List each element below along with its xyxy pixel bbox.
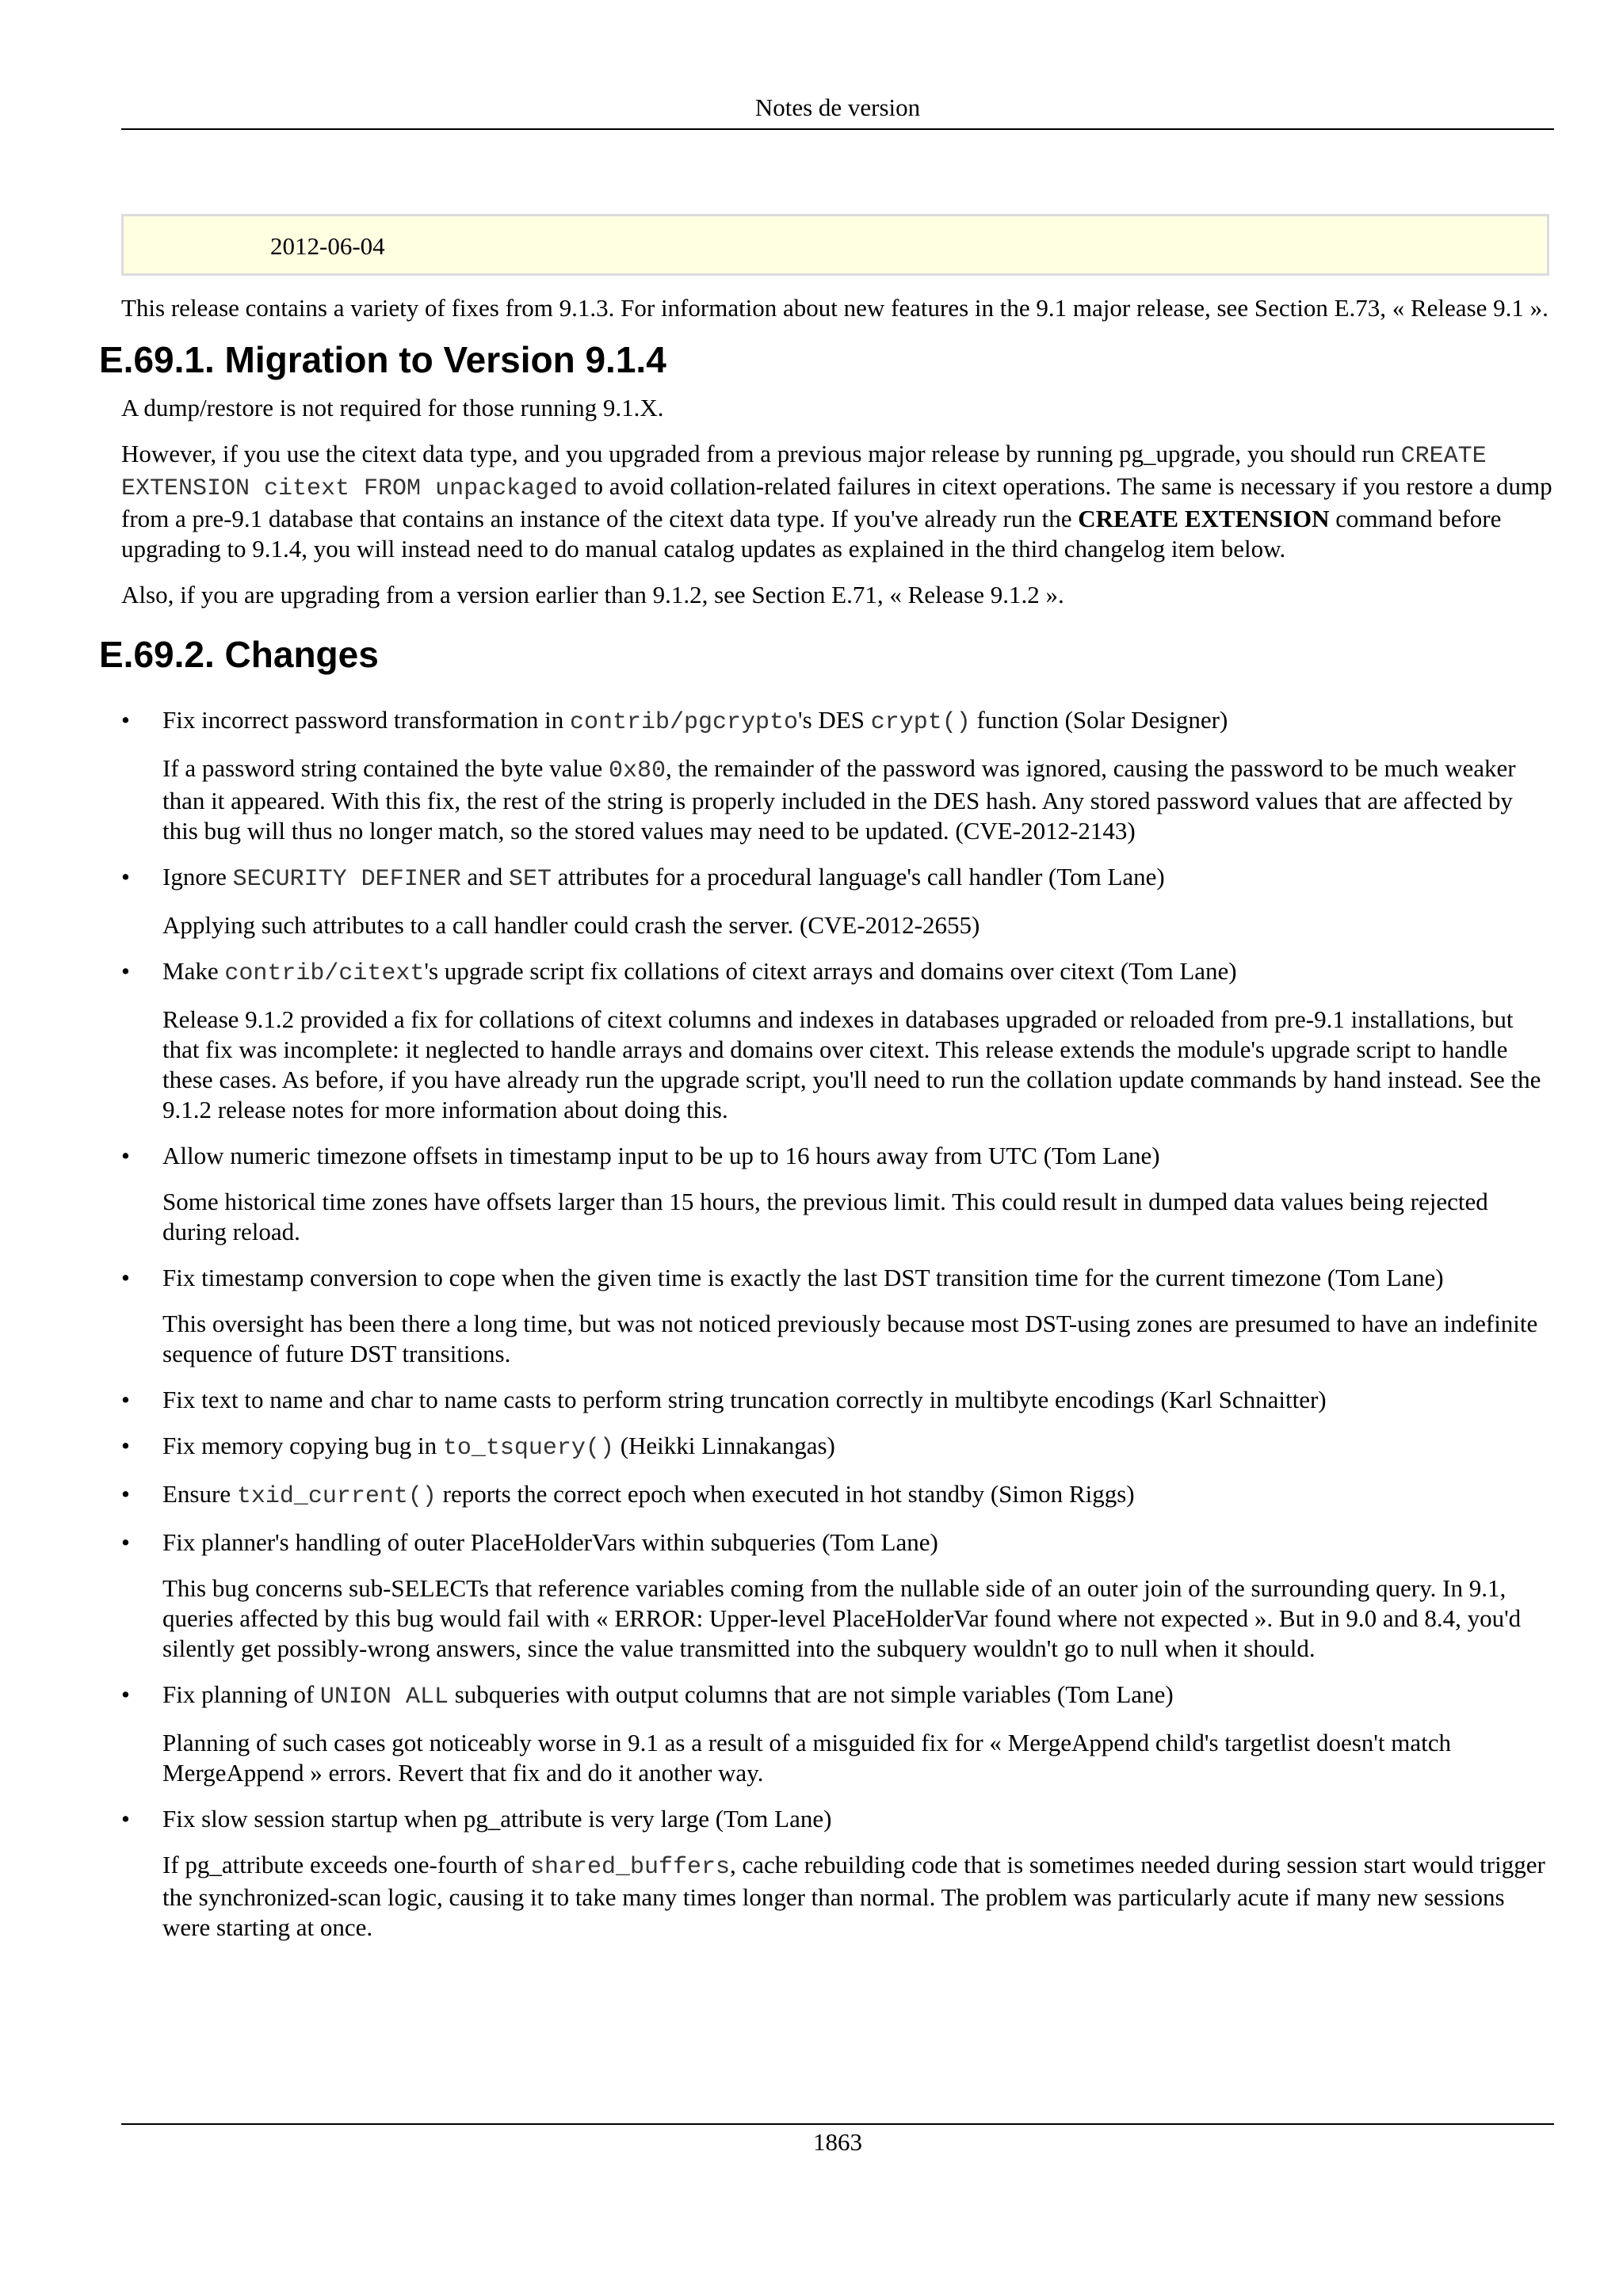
change-text: attributes for a procedural language's call handler (Tom Lane) bbox=[551, 863, 1165, 891]
change-item bbox=[121, 1431, 1554, 1463]
change-summary bbox=[162, 1431, 1554, 1463]
change-text: and bbox=[460, 863, 509, 891]
change-detail: This bug concerns sub-SELECTs that reference variables coming from the nullable side of an outer join of the surrounding query. In 9.1, queries affected by this bug would fail with « ERROR: Upper-level PlaceHolderVar found where not expected ». But in 9.0 and 8.4, you'd silently get possibly-wrong answers, since the value transmitted into the subquery wouldn't go to null when it should. bbox=[162, 1574, 1522, 1662]
migration-paragraph-3: Also, if you are upgrading from a version earlier than 9.1.2, see Section E.71, « Release 9.1.2 ». bbox=[121, 581, 1064, 608]
footer-rule bbox=[121, 2123, 1554, 2125]
migration-section bbox=[99, 338, 1554, 610]
change-code: contrib/citext bbox=[224, 960, 425, 987]
change-summary: • Fix planner's handling of outer PlaceHolderVars within subqueries (Tom Lane) bbox=[162, 1528, 938, 1556]
change-item bbox=[121, 705, 1554, 846]
change-code: crypt() bbox=[870, 709, 971, 736]
change-text: Fix memory copying bug in bbox=[162, 1432, 443, 1459]
detail-code: 0x80 bbox=[609, 757, 666, 784]
change-item bbox=[121, 1385, 1554, 1415]
change-code: contrib/pgcrypto bbox=[569, 709, 799, 736]
change-detail bbox=[162, 1850, 1554, 1943]
header-rule bbox=[121, 128, 1554, 130]
change-item bbox=[121, 1680, 1554, 1788]
change-summary: • Fix text to name and char to name casts to perform string truncation correctly in multibyte encodings (Karl Schnaitter) bbox=[162, 1386, 1327, 1413]
change-summary: • Fix slow session startup when pg_attribute is very large (Tom Lane) bbox=[162, 1805, 832, 1833]
change-detail: Release 9.1.2 provided a fix for collations of citext columns and indexes in databases upgraded or reloaded from pre-9.1 installations, but that fix was incomplete: it neglected to handle arrays and domains over citext. This release extends the module's upgrade script to handle these cases. As before, if you have already run the upgrade script, you'll need to run the collation update commands by hand instead. See the 9.1.2 release notes for more information about doing this. bbox=[162, 1005, 1541, 1123]
change-text: Ensure bbox=[162, 1480, 237, 1508]
change-summary bbox=[162, 956, 1554, 989]
change-summary bbox=[162, 1479, 1554, 1512]
detail-code: shared_buffers bbox=[529, 1854, 731, 1881]
change-text: 's DES bbox=[798, 706, 871, 734]
change-item bbox=[121, 1263, 1554, 1369]
detail-text: , the remainder of the password was ignored, causing the password to be much weaker than it appeared. With this fix, the rest of the string is properly included in the DES hash. Any stored password values that are affected by this bug will thus no longer match, so the stored values may need to be updated. (CVE-2012-2143) bbox=[162, 754, 1516, 845]
detail-text: If a password string contained the byte value bbox=[162, 754, 609, 782]
change-item bbox=[121, 1804, 1554, 1943]
page-number: 1863 bbox=[813, 2128, 862, 2156]
migration-heading: E.69.1. Migration to Version 9.1.4 bbox=[99, 339, 666, 380]
migration-paragraph-2 bbox=[121, 439, 1554, 564]
change-item bbox=[121, 862, 1554, 940]
change-text: Ignore bbox=[162, 863, 233, 891]
change-text: subqueries with output columns that are not simple variables (Tom Lane) bbox=[448, 1680, 1174, 1708]
change-text: Make bbox=[162, 957, 225, 985]
change-text: 's upgrade script fix collations of citext arrays and domains over citext (Tom Lane) bbox=[424, 957, 1237, 985]
change-item bbox=[121, 956, 1554, 1125]
migration-text-c: command before upgrading to 9.1.4, you will instead need to do manual catalog updates as explained in the third changelog item below. bbox=[121, 505, 1502, 563]
change-summary bbox=[162, 1680, 1554, 1712]
change-detail: Planning of such cases got noticeably worse in 9.1 as a result of a misguided fix for « MergeAppend child's targetlist doesn't match MergeAppend » errors. Revert that fix and do it another way. bbox=[162, 1729, 1451, 1787]
migration-bold: CREATE EXTENSION bbox=[1078, 505, 1330, 532]
release-date-box bbox=[121, 214, 1549, 276]
detail-text: , cache rebuilding code that is sometimes needed during session start would trigger the synchronized-scan logic, causing it to take many times longer than normal. The problem was particularly acute if many new sessions were starting at once. bbox=[162, 1851, 1545, 1941]
migration-code: CREATE EXTENSION citext FROM unpackaged bbox=[121, 443, 1487, 502]
page-content bbox=[99, 293, 1554, 1958]
migration-paragraph-1: A dump/restore is not required for those running 9.1.X. bbox=[121, 394, 664, 421]
running-header: Notes de version bbox=[754, 93, 921, 121]
change-code: txid_current() bbox=[236, 1483, 437, 1510]
change-summary bbox=[162, 862, 1554, 894]
migration-text-a: However, if you use the citext data type, and you upgraded from a previous major release by running pg_upgrade, you should run bbox=[121, 440, 1395, 467]
change-text: Fix planning of bbox=[162, 1680, 320, 1708]
detail-text: If pg_attribute exceeds one-fourth of bbox=[162, 1851, 530, 1878]
change-code: UNION ALL bbox=[319, 1684, 449, 1711]
change-text: Fix incorrect password transformation in bbox=[162, 706, 570, 734]
change-text: function (Solar Designer) bbox=[970, 706, 1228, 734]
change-summary bbox=[162, 705, 1554, 738]
release-date: 2012-06-04 bbox=[270, 232, 385, 260]
change-item bbox=[121, 1141, 1554, 1247]
change-summary: • Fix timestamp conversion to cope when the given time is exactly the last DST transition time for the current timezone (Tom Lane) bbox=[162, 1264, 1444, 1291]
change-summary: • Allow numeric timezone offsets in timestamp input to be up to 16 hours away from UTC (Tom Lane) bbox=[162, 1142, 1160, 1169]
change-code: to_tsquery() bbox=[442, 1435, 614, 1462]
change-item bbox=[121, 1527, 1554, 1664]
change-detail: Some historical time zones have offsets larger than 15 hours, the previous limit. This could result in dumped data values being rejected during reload. bbox=[162, 1188, 1488, 1245]
change-detail: This oversight has been there a long time, but was not noticed previously because most DST-using zones are presumed to have an indefinite sequence of future DST transitions. bbox=[162, 1310, 1538, 1367]
change-detail bbox=[162, 753, 1554, 846]
change-text: reports the correct epoch when executed in hot standby (Simon Riggs) bbox=[436, 1480, 1135, 1508]
change-detail: Applying such attributes to a call handler could crash the server. (CVE-2012-2655) bbox=[162, 911, 980, 939]
change-code: SET bbox=[508, 866, 552, 893]
intro-paragraph: This release contains a variety of fixes from 9.1.3. For information about new features in the 9.1 major release, see Section E.73, « Release 9.1 ». bbox=[121, 294, 1549, 322]
changes-heading: E.69.2. Changes bbox=[99, 634, 379, 675]
migration-text-b: to avoid collation-related failures in citext operations. The same is necessary if you restore a dump from a pre-9.1 database that contains an instance of the citext data type. If you've already run the bbox=[121, 472, 1552, 532]
change-item bbox=[121, 1479, 1554, 1512]
change-text: (Heikki Linnakangas) bbox=[613, 1432, 835, 1459]
change-code: SECURITY DEFINER bbox=[232, 866, 461, 893]
changes-section bbox=[99, 632, 1554, 1943]
changes-list bbox=[121, 705, 1554, 1943]
